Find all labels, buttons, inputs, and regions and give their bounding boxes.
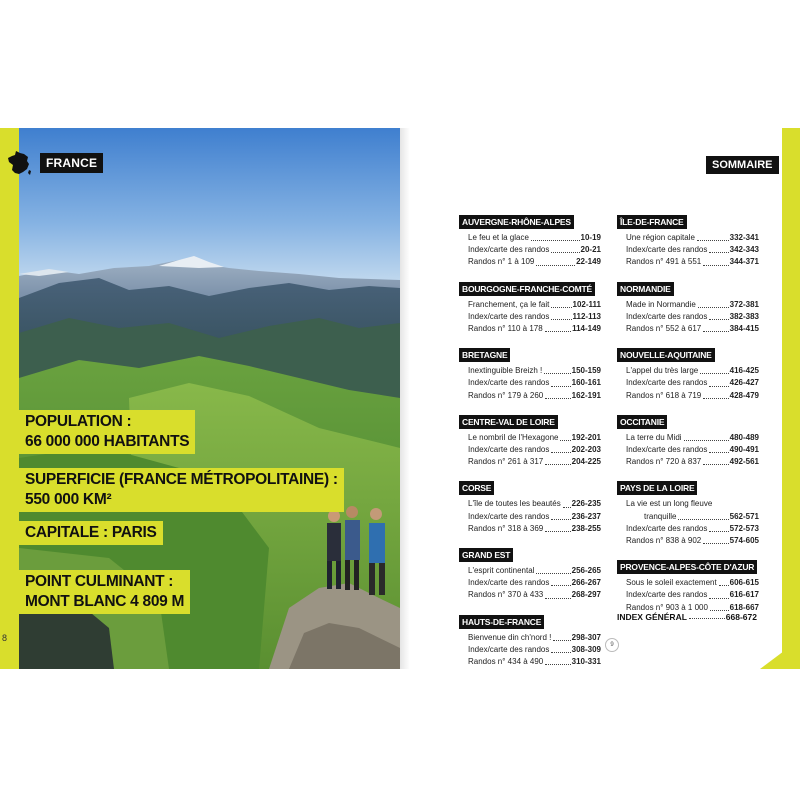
entry-pages: 236-237 [571, 511, 601, 521]
index-label: INDEX GÉNÉRAL [617, 612, 687, 622]
dot-leader [709, 252, 728, 253]
entry-label: Franchement, ça le fait [468, 299, 550, 309]
entry-label: Index/carte des randos [626, 590, 708, 600]
dot-leader [544, 373, 570, 374]
yellow-margin-strip-right [782, 128, 800, 669]
toc-entry[interactable] [459, 365, 601, 377]
dot-leader [536, 265, 575, 266]
entry-label: Index/carte des randos [468, 578, 550, 588]
entry-label: Randos n° 552 à 617 [626, 324, 702, 334]
dot-leader [531, 240, 580, 241]
entry-label: Randos n° 434 à 490 [468, 657, 544, 667]
dot-leader [551, 652, 570, 653]
entry-pages: 22-149 [576, 257, 601, 267]
entry-pages: 308-309 [571, 644, 601, 654]
toc-entry[interactable] [617, 390, 759, 402]
entry-label: Randos n° 179 à 260 [468, 390, 544, 400]
toc-region [617, 279, 759, 336]
region-heading[interactable]: BOURGOGNE-FRANCHE-COMTÉ [459, 282, 595, 296]
sommaire-title: SOMMAIRE [706, 156, 779, 174]
entry-pages: 382-383 [729, 311, 759, 321]
entry-pages: 428-479 [729, 390, 759, 400]
entry-label: Le feu et la glace [468, 233, 529, 242]
dot-leader [710, 610, 729, 611]
region-heading[interactable]: PROVENCE-ALPES-CÔTE D'AZUR [617, 560, 757, 574]
region-heading[interactable]: HAUTS-DE-FRANCE [459, 615, 544, 629]
region-heading[interactable]: CENTRE-VAL DE LOIRE [459, 415, 558, 429]
entry-label: Index/carte des randos [468, 511, 550, 521]
toc-entry[interactable] [617, 523, 759, 535]
dot-leader [703, 464, 728, 465]
entry-pages: 426-427 [729, 378, 759, 388]
toc-region [617, 212, 759, 269]
toc-entry[interactable] [459, 511, 601, 523]
toc-region [459, 279, 601, 336]
entry-pages: 616-617 [729, 590, 759, 600]
dot-leader [684, 440, 729, 441]
entry-pages: 572-573 [729, 523, 759, 533]
entry-pages: 112-113 [572, 311, 601, 321]
toc-entry[interactable] [459, 244, 601, 256]
dot-leader [553, 640, 570, 641]
toc-region [459, 412, 601, 469]
toc-entry[interactable] [459, 644, 601, 656]
entry-label: L'esprit continental [468, 566, 535, 576]
capital-fact [19, 521, 163, 545]
entry-pages: 574-605 [729, 536, 759, 546]
entry-pages: 150-159 [571, 366, 601, 376]
toc-entry[interactable] [459, 632, 601, 644]
dot-leader [703, 543, 728, 544]
region-heading[interactable]: PAYS DE LA LOIRE [617, 481, 697, 495]
entry-label: L'appel du très large [626, 366, 699, 376]
toc-entry[interactable] [459, 232, 601, 244]
dot-leader [709, 319, 728, 320]
entry-pages: 310-331 [571, 657, 601, 667]
entry-pages: 192-201 [571, 432, 601, 442]
toc-entry[interactable] [617, 535, 759, 547]
dot-leader [700, 373, 728, 374]
entry-label: Randos n° 618 à 719 [626, 390, 702, 400]
region-heading[interactable]: AUVERGNE-RHÔNE-ALPES [459, 215, 574, 229]
dot-leader [545, 331, 571, 332]
entry-pages: 268-297 [571, 590, 601, 600]
entry-label: Inextinguible Breizh ! [468, 366, 543, 376]
country-label: FRANCE [40, 153, 103, 173]
entry-label: Index/carte des randos [626, 245, 708, 255]
france-map-icon [6, 150, 32, 176]
dot-leader [551, 307, 571, 308]
entry-pages: 10-19 [580, 233, 601, 242]
entry-line-2 [626, 511, 759, 523]
fact-line: POINT CULMINANT : [25, 573, 174, 590]
toc-entry[interactable] [459, 656, 601, 668]
toc-column-1 [459, 212, 601, 678]
country-tag [6, 150, 103, 176]
left-page [0, 128, 400, 669]
entry-pages: 342-343 [729, 245, 759, 255]
entry-label: Randos n° 491 à 551 [626, 257, 702, 267]
toc-entry[interactable] [459, 565, 601, 577]
toc-entry[interactable] [459, 523, 601, 535]
region-heading[interactable]: BRETAGNE [459, 348, 510, 362]
entry-label: Index/carte des randos [468, 311, 550, 321]
entry-pages: 606-615 [729, 578, 759, 588]
toc-entry[interactable] [617, 589, 759, 601]
entry-pages: 492-561 [729, 457, 759, 467]
toc-entry[interactable] [617, 323, 759, 335]
toc-index-entry[interactable] [617, 612, 757, 622]
toc-entry[interactable] [617, 498, 759, 522]
entry-label: Randos n° 261 à 317 [468, 457, 544, 467]
region-heading[interactable]: CORSE [459, 481, 494, 495]
fact-line: SUPERFICIE (FRANCE MÉTROPOLITAINE) : [25, 471, 338, 488]
toc-entry[interactable] [459, 390, 601, 402]
right-page-number: 9 [605, 638, 619, 652]
toc-region [459, 612, 601, 669]
entry-pages: 618-667 [729, 602, 759, 612]
entry-pages: 238-255 [571, 523, 601, 533]
dot-leader [551, 319, 571, 320]
entry-pages: 266-267 [571, 578, 601, 588]
region-heading[interactable]: ÎLE-DE-FRANCE [617, 215, 687, 229]
entry-label: Made in Normandie [626, 299, 696, 309]
entry-label-continued: tranquille [644, 511, 677, 521]
entry-pages: 298-307 [571, 632, 601, 642]
toc-entry[interactable] [617, 577, 759, 589]
fact-line: 66 000 000 HABITANTS [25, 433, 190, 450]
dot-leader [560, 440, 570, 441]
toc-region [617, 557, 759, 614]
entry-label: Randos n° 903 à 1 000 [626, 602, 708, 612]
entry-label: Le nombril de l'Hexagone [468, 432, 559, 442]
entry-label: Randos n° 1 à 109 [468, 257, 535, 267]
entry-pages: 160-161 [571, 378, 601, 388]
dot-leader [709, 598, 728, 599]
entry-label: Une région capitale [626, 233, 695, 242]
entry-pages: 384-415 [729, 324, 759, 334]
toc-entry[interactable] [617, 311, 759, 323]
entry-pages: 344-371 [729, 257, 759, 267]
toc-entry[interactable] [617, 256, 759, 268]
entry-pages: 256-265 [571, 566, 601, 576]
population-fact [19, 410, 195, 454]
toc-entry[interactable] [617, 244, 759, 256]
toc-entry[interactable] [617, 444, 759, 456]
toc-entry[interactable] [459, 577, 601, 589]
entry-pages: 202-203 [571, 445, 601, 455]
toc-entry[interactable] [459, 299, 601, 311]
dot-leader [545, 464, 570, 465]
toc-region [617, 345, 759, 402]
toc-entry[interactable] [617, 299, 759, 311]
dot-leader [709, 452, 728, 453]
toc-entry[interactable] [459, 498, 601, 510]
entry-label: Index/carte des randos [468, 378, 550, 388]
entry-label: Randos n° 370 à 433 [468, 590, 544, 600]
toc-entry[interactable] [459, 256, 601, 268]
toc-entry[interactable] [459, 589, 601, 601]
dot-leader [563, 507, 571, 508]
right-page [400, 128, 800, 669]
entry-label: Randos n° 110 à 178 [468, 324, 543, 334]
fact-line: CAPITALE : PARIS [25, 524, 157, 541]
toc-entry[interactable] [617, 232, 759, 244]
toc-region [617, 478, 759, 547]
toc-region [459, 478, 601, 535]
entry-label: Index/carte des randos [626, 523, 708, 533]
toc-entry[interactable] [617, 377, 759, 389]
entry-pages: 204-225 [571, 457, 601, 467]
highest-point-fact [19, 570, 190, 614]
dot-leader [551, 452, 570, 453]
region-heading[interactable]: OCCITANIE [617, 415, 667, 429]
dot-leader [545, 531, 570, 532]
yellow-margin-strip [0, 128, 19, 669]
dot-leader [551, 519, 570, 520]
dot-leader [678, 519, 728, 520]
fact-line: MONT BLANC 4 809 M [25, 593, 185, 610]
toc-entry[interactable] [617, 432, 759, 444]
dot-leader [545, 398, 570, 399]
toc-entry[interactable] [459, 432, 601, 444]
entry-pages: 162-191 [571, 390, 601, 400]
entry-label: L'île de toutes les beautés [468, 499, 561, 509]
toc-region [617, 412, 759, 469]
toc-column-2 [617, 212, 759, 624]
dot-leader [697, 240, 729, 241]
region-heading[interactable]: GRAND EST [459, 548, 513, 562]
toc-region [459, 345, 601, 402]
fact-line: POPULATION : [25, 413, 132, 430]
entry-label: Randos n° 838 à 902 [626, 536, 702, 546]
toc-entry[interactable] [459, 323, 601, 335]
dot-leader [709, 531, 728, 532]
book-spread [0, 128, 800, 669]
yellow-corner [760, 639, 800, 669]
entry-pages: 114-149 [572, 324, 601, 334]
entry-label: La terre du Midi [626, 432, 682, 442]
left-page-number: 8 [2, 633, 8, 643]
entry-pages: 416-425 [729, 366, 759, 376]
area-fact [19, 468, 344, 512]
entry-label: Index/carte des randos [468, 644, 550, 654]
entry-pages: 562-571 [729, 511, 759, 521]
entry-pages: 332-341 [729, 233, 759, 242]
dot-leader [536, 573, 570, 574]
entry-label: Index/carte des randos [626, 445, 708, 455]
toc-region [459, 212, 601, 269]
entry-label: Sous le soleil exactement [626, 578, 717, 588]
entry-pages: 102-111 [572, 299, 601, 309]
entry-pages: 372-381 [729, 299, 759, 309]
entry-label: La vie est un long fleuve [626, 499, 713, 509]
entry-label: Index/carte des randos [626, 378, 708, 388]
dot-leader [551, 252, 579, 253]
dot-leader [703, 398, 728, 399]
dot-leader [703, 265, 728, 266]
entry-label: Randos n° 720 à 837 [626, 457, 702, 467]
dot-leader [551, 386, 570, 387]
dot-leader [551, 585, 570, 586]
dot-leader [703, 331, 728, 332]
entry-pages: 226-235 [571, 499, 601, 509]
dot-leader [719, 585, 729, 586]
dot-leader [709, 386, 728, 387]
toc-entry[interactable] [459, 444, 601, 456]
dot-leader [698, 307, 729, 308]
entry-label: Index/carte des randos [468, 245, 550, 255]
toc-entry[interactable] [459, 377, 601, 389]
entry-label: Index/carte des randos [468, 445, 550, 455]
toc-entry[interactable] [459, 456, 601, 468]
toc-entry[interactable] [459, 311, 601, 323]
entry-label: Bienvenue din ch'nord ! [468, 632, 552, 642]
entry-pages: 480-489 [729, 432, 759, 442]
index-pages: 668-672 [725, 612, 757, 622]
book-gutter [400, 128, 410, 669]
toc-entry[interactable] [617, 365, 759, 377]
entry-pages: 490-491 [729, 445, 759, 455]
dot-leader [545, 664, 570, 665]
toc-entry[interactable] [617, 456, 759, 468]
region-heading[interactable]: NORMANDIE [617, 282, 674, 296]
entry-label: Randos n° 318 à 369 [468, 523, 544, 533]
region-heading[interactable]: NOUVELLE-AQUITAINE [617, 348, 715, 362]
fact-line: 550 000 KM² [25, 491, 112, 508]
toc-region [459, 545, 601, 602]
entry-pages: 20-21 [580, 245, 601, 255]
dot-leader [689, 618, 725, 619]
entry-label: Index/carte des randos [626, 311, 708, 321]
dot-leader [545, 598, 570, 599]
